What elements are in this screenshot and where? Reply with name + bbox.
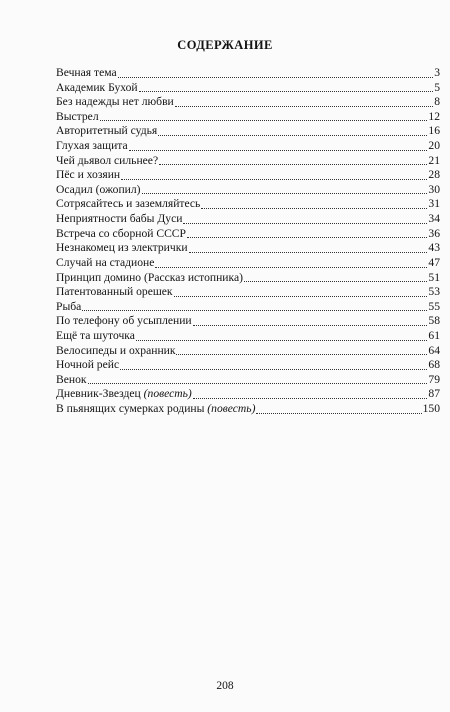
entry-title (56, 387, 192, 402)
toc-entry (56, 139, 440, 154)
entry-page: 47 (428, 255, 440, 269)
entry-page: 43 (428, 241, 440, 255)
entry-page: 16 (428, 124, 440, 138)
entry-page: 34 (428, 212, 440, 226)
entry-title: Принцип домино (Рассказ истопника) (56, 270, 243, 284)
toc-entry (56, 241, 440, 256)
entry-title: Ещё та шуточка (56, 328, 135, 342)
toc-entry (56, 344, 440, 359)
toc-entry (56, 197, 440, 212)
entry-title: Пёс и хозяин (56, 168, 121, 182)
entry-title: Венок (56, 372, 87, 386)
toc-entry (56, 124, 440, 139)
entry-title: Осадил (ожопил) (56, 182, 141, 196)
dot-leader (82, 300, 427, 311)
dot-leader (193, 388, 428, 399)
dot-leader (244, 271, 427, 282)
toc-entry (56, 387, 440, 402)
entry-page: 68 (428, 358, 440, 372)
entry-title: По телефону об усыплении (56, 314, 192, 328)
dot-leader (201, 198, 427, 209)
toc-entry (56, 212, 440, 227)
entry-page: 150 (422, 402, 440, 416)
dot-leader (88, 373, 428, 384)
page-number: 208 (216, 680, 234, 692)
entry-genre-note: (повесть) (207, 402, 256, 416)
toc-entry (56, 358, 440, 373)
entry-title: Встреча со сборной СССР (56, 226, 186, 240)
dot-leader (129, 140, 428, 151)
dot-leader (142, 183, 428, 194)
entry-page: 3 (434, 66, 440, 79)
entry-title: Глухая защита (56, 139, 128, 153)
entry-page: 5 (434, 80, 440, 94)
toc-entry (56, 66, 440, 81)
toc-entry (56, 271, 440, 286)
dot-leader (121, 169, 427, 180)
entry-page: 28 (428, 168, 440, 182)
entry-page: 12 (428, 109, 440, 123)
toc-entry (56, 373, 440, 388)
toc-entry (56, 81, 440, 96)
entry-page: 30 (428, 182, 440, 196)
entry-title: Незнакомец из электрички (56, 241, 188, 255)
entry-title-text: В пьянящих сумерках родины (56, 402, 208, 416)
dot-leader (136, 330, 428, 341)
dot-leader (100, 110, 428, 121)
toc-entry (56, 256, 440, 271)
dot-leader (187, 227, 427, 238)
toc-entry (56, 329, 440, 344)
dot-leader (118, 67, 434, 78)
toc-entry (56, 154, 440, 169)
entry-title: Академик Бухой (56, 80, 138, 94)
table-of-contents (56, 66, 440, 417)
toc-entry (56, 95, 440, 110)
entry-page: 20 (428, 139, 440, 153)
entry-page: 58 (428, 314, 440, 328)
entry-page: 21 (428, 153, 440, 167)
entry-title: Ночной рейс (56, 358, 120, 372)
entry-title: Неприятности бабы Дуси (56, 212, 183, 226)
toc-entry (56, 300, 440, 315)
entry-page: 55 (428, 299, 440, 313)
dot-leader (139, 81, 434, 92)
entry-page: 31 (428, 197, 440, 211)
entry-page: 79 (428, 372, 440, 386)
toc-title: СОДЕРЖАНИЕ (177, 38, 273, 52)
toc-entry (56, 285, 440, 300)
entry-title: Вечная тема (56, 66, 117, 79)
toc-entry (56, 314, 440, 329)
dot-leader (159, 154, 427, 165)
toc-entry (56, 402, 440, 417)
toc-entry (56, 183, 440, 198)
entry-title: Без надежды нет любви (56, 95, 174, 109)
entry-title: Случай на стадионе (56, 255, 155, 269)
entry-title-text: Дневник-Звездец (56, 387, 144, 401)
toc-entry (56, 227, 440, 242)
entry-page: 64 (428, 343, 440, 357)
entry-page: 51 (428, 270, 440, 284)
entry-genre-note: (повесть) (143, 387, 192, 401)
entry-title: Выстрел (56, 109, 99, 123)
entry-title (56, 402, 255, 417)
entry-title: Рыба (56, 299, 82, 313)
dot-leader (183, 213, 427, 224)
entry-page: 8 (434, 95, 440, 109)
entry-title: Патентованный орешек (56, 285, 173, 299)
dot-leader (193, 315, 428, 326)
entry-title: Чей дьявол сильнее? (56, 153, 159, 167)
toc-entry (56, 168, 440, 183)
entry-page: 61 (428, 328, 440, 342)
entry-page: 53 (428, 285, 440, 299)
entry-title: Сотрясайтесь и заземляйтесь (56, 197, 201, 211)
dot-leader (189, 242, 428, 253)
dot-leader (120, 359, 427, 370)
dot-leader (158, 125, 427, 136)
entry-title: Велосипеды и охранник (56, 343, 176, 357)
dot-leader (175, 96, 433, 107)
dot-leader (176, 344, 427, 355)
dot-leader (174, 286, 428, 297)
toc-entry (56, 110, 440, 125)
entry-title: Авторитетный судья (56, 124, 158, 138)
entry-page: 87 (428, 387, 440, 401)
entry-page: 36 (428, 226, 440, 240)
dot-leader (155, 257, 427, 268)
dot-leader (256, 403, 421, 414)
